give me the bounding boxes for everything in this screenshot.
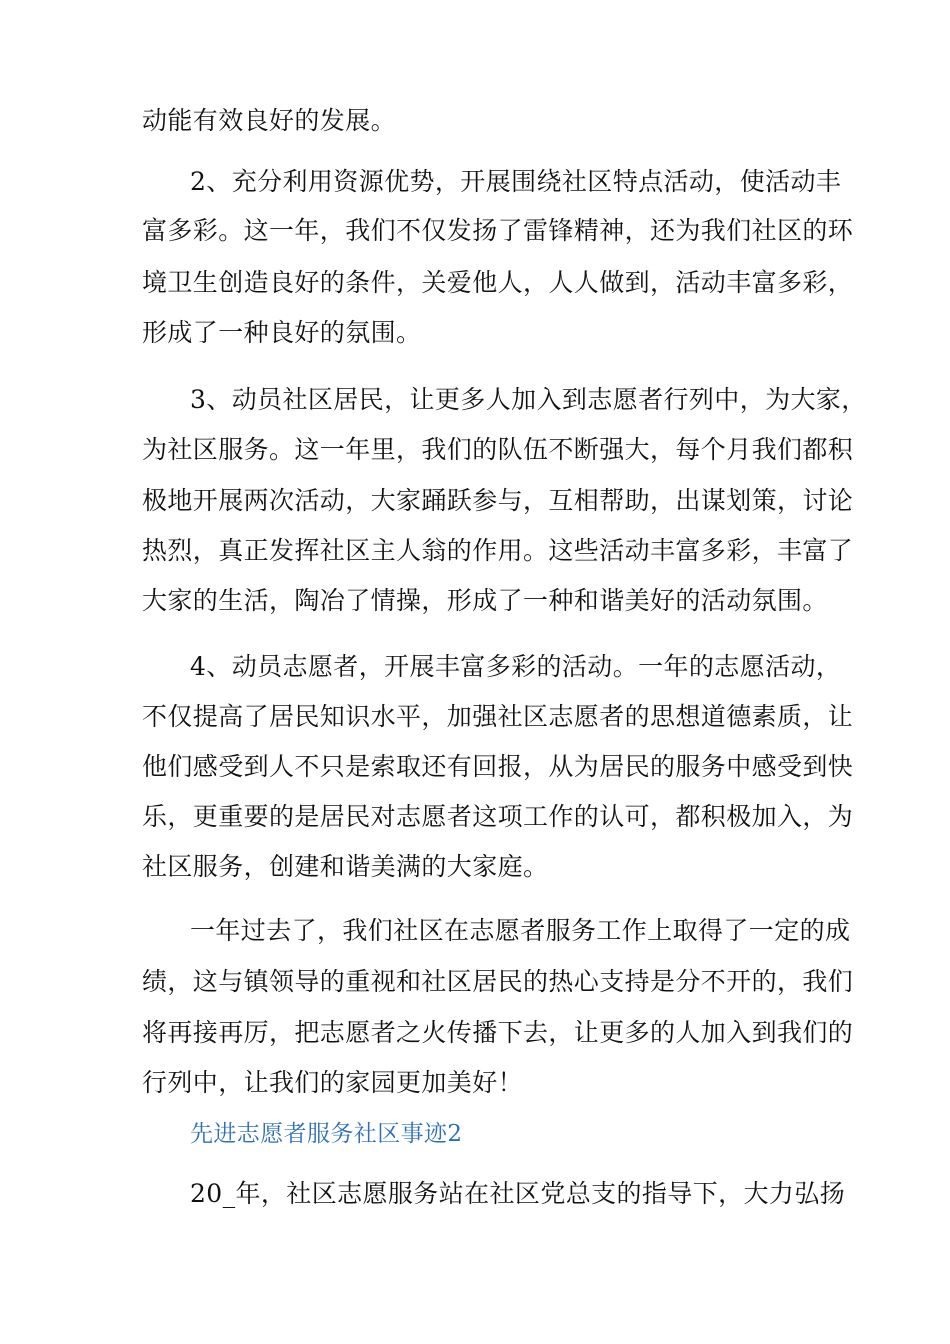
text-line: 2、充分利用资源优势，开展围绕社区特点活动，使活动丰 bbox=[190, 167, 842, 196]
text-line: 乐，更重要的是居民对志愿者这项工作的认可，都积极加入，为 bbox=[142, 802, 854, 831]
text-line: 动能有效良好的发展。 bbox=[142, 106, 397, 135]
text-line: 极地开展两次活动，大家踊跃参与，互相帮助，出谋划策，讨论 bbox=[142, 486, 854, 515]
text-line: 热烈，真正发挥社区主人翁的作用。这些活动丰富多彩，丰富了 bbox=[142, 536, 854, 565]
text-line: 不仅提高了居民知识水平，加强社区志愿者的思想道德素质，让 bbox=[142, 702, 854, 731]
text-line: 20_年，社区志愿服务站在社区党总支的指导下，大力弘扬 bbox=[190, 1179, 846, 1208]
text-line: 社区服务，创建和谐美满的大家庭。 bbox=[142, 852, 549, 881]
text-line: 4、动员志愿者，开展丰富多彩的活动。一年的志愿活动， bbox=[190, 652, 842, 681]
text-line: 他们感受到人不只是索取还有回报，从为居民的服务中感受到快 bbox=[142, 752, 854, 781]
text-line: 富多彩。这一年，我们不仅发扬了雷锋精神，还为我们社区的环 bbox=[142, 216, 854, 245]
text-line: 境卫生创造良好的条件，关爱他人，人人做到，活动丰富多彩， bbox=[142, 268, 854, 297]
text-line: 为社区服务。这一年里，我们的队伍不断强大，每个月我们都积 bbox=[142, 435, 854, 464]
text-line: 一年过去了，我们社区在志愿者服务工作上取得了一定的成 bbox=[190, 916, 851, 945]
text-line: 将再接再厉，把志愿者之火传播下去，让更多的人加入到我们的 bbox=[142, 1018, 854, 1047]
text-line: 行列中，让我们的家园更加美好！ bbox=[142, 1068, 524, 1097]
text-line: 大家的生活，陶冶了情操，形成了一种和谐美好的活动氛围。 bbox=[142, 586, 828, 615]
text-line: 3、动员社区居民，让更多人加入到志愿者行列中，为大家， bbox=[190, 385, 867, 414]
text-line: 形成了一种良好的氛围。 bbox=[142, 318, 422, 347]
section-heading: 先进志愿者服务社区事迹2 bbox=[190, 1121, 463, 1147]
text-line: 绩，这与镇领导的重视和社区居民的热心支持是分不开的，我们 bbox=[142, 967, 854, 996]
